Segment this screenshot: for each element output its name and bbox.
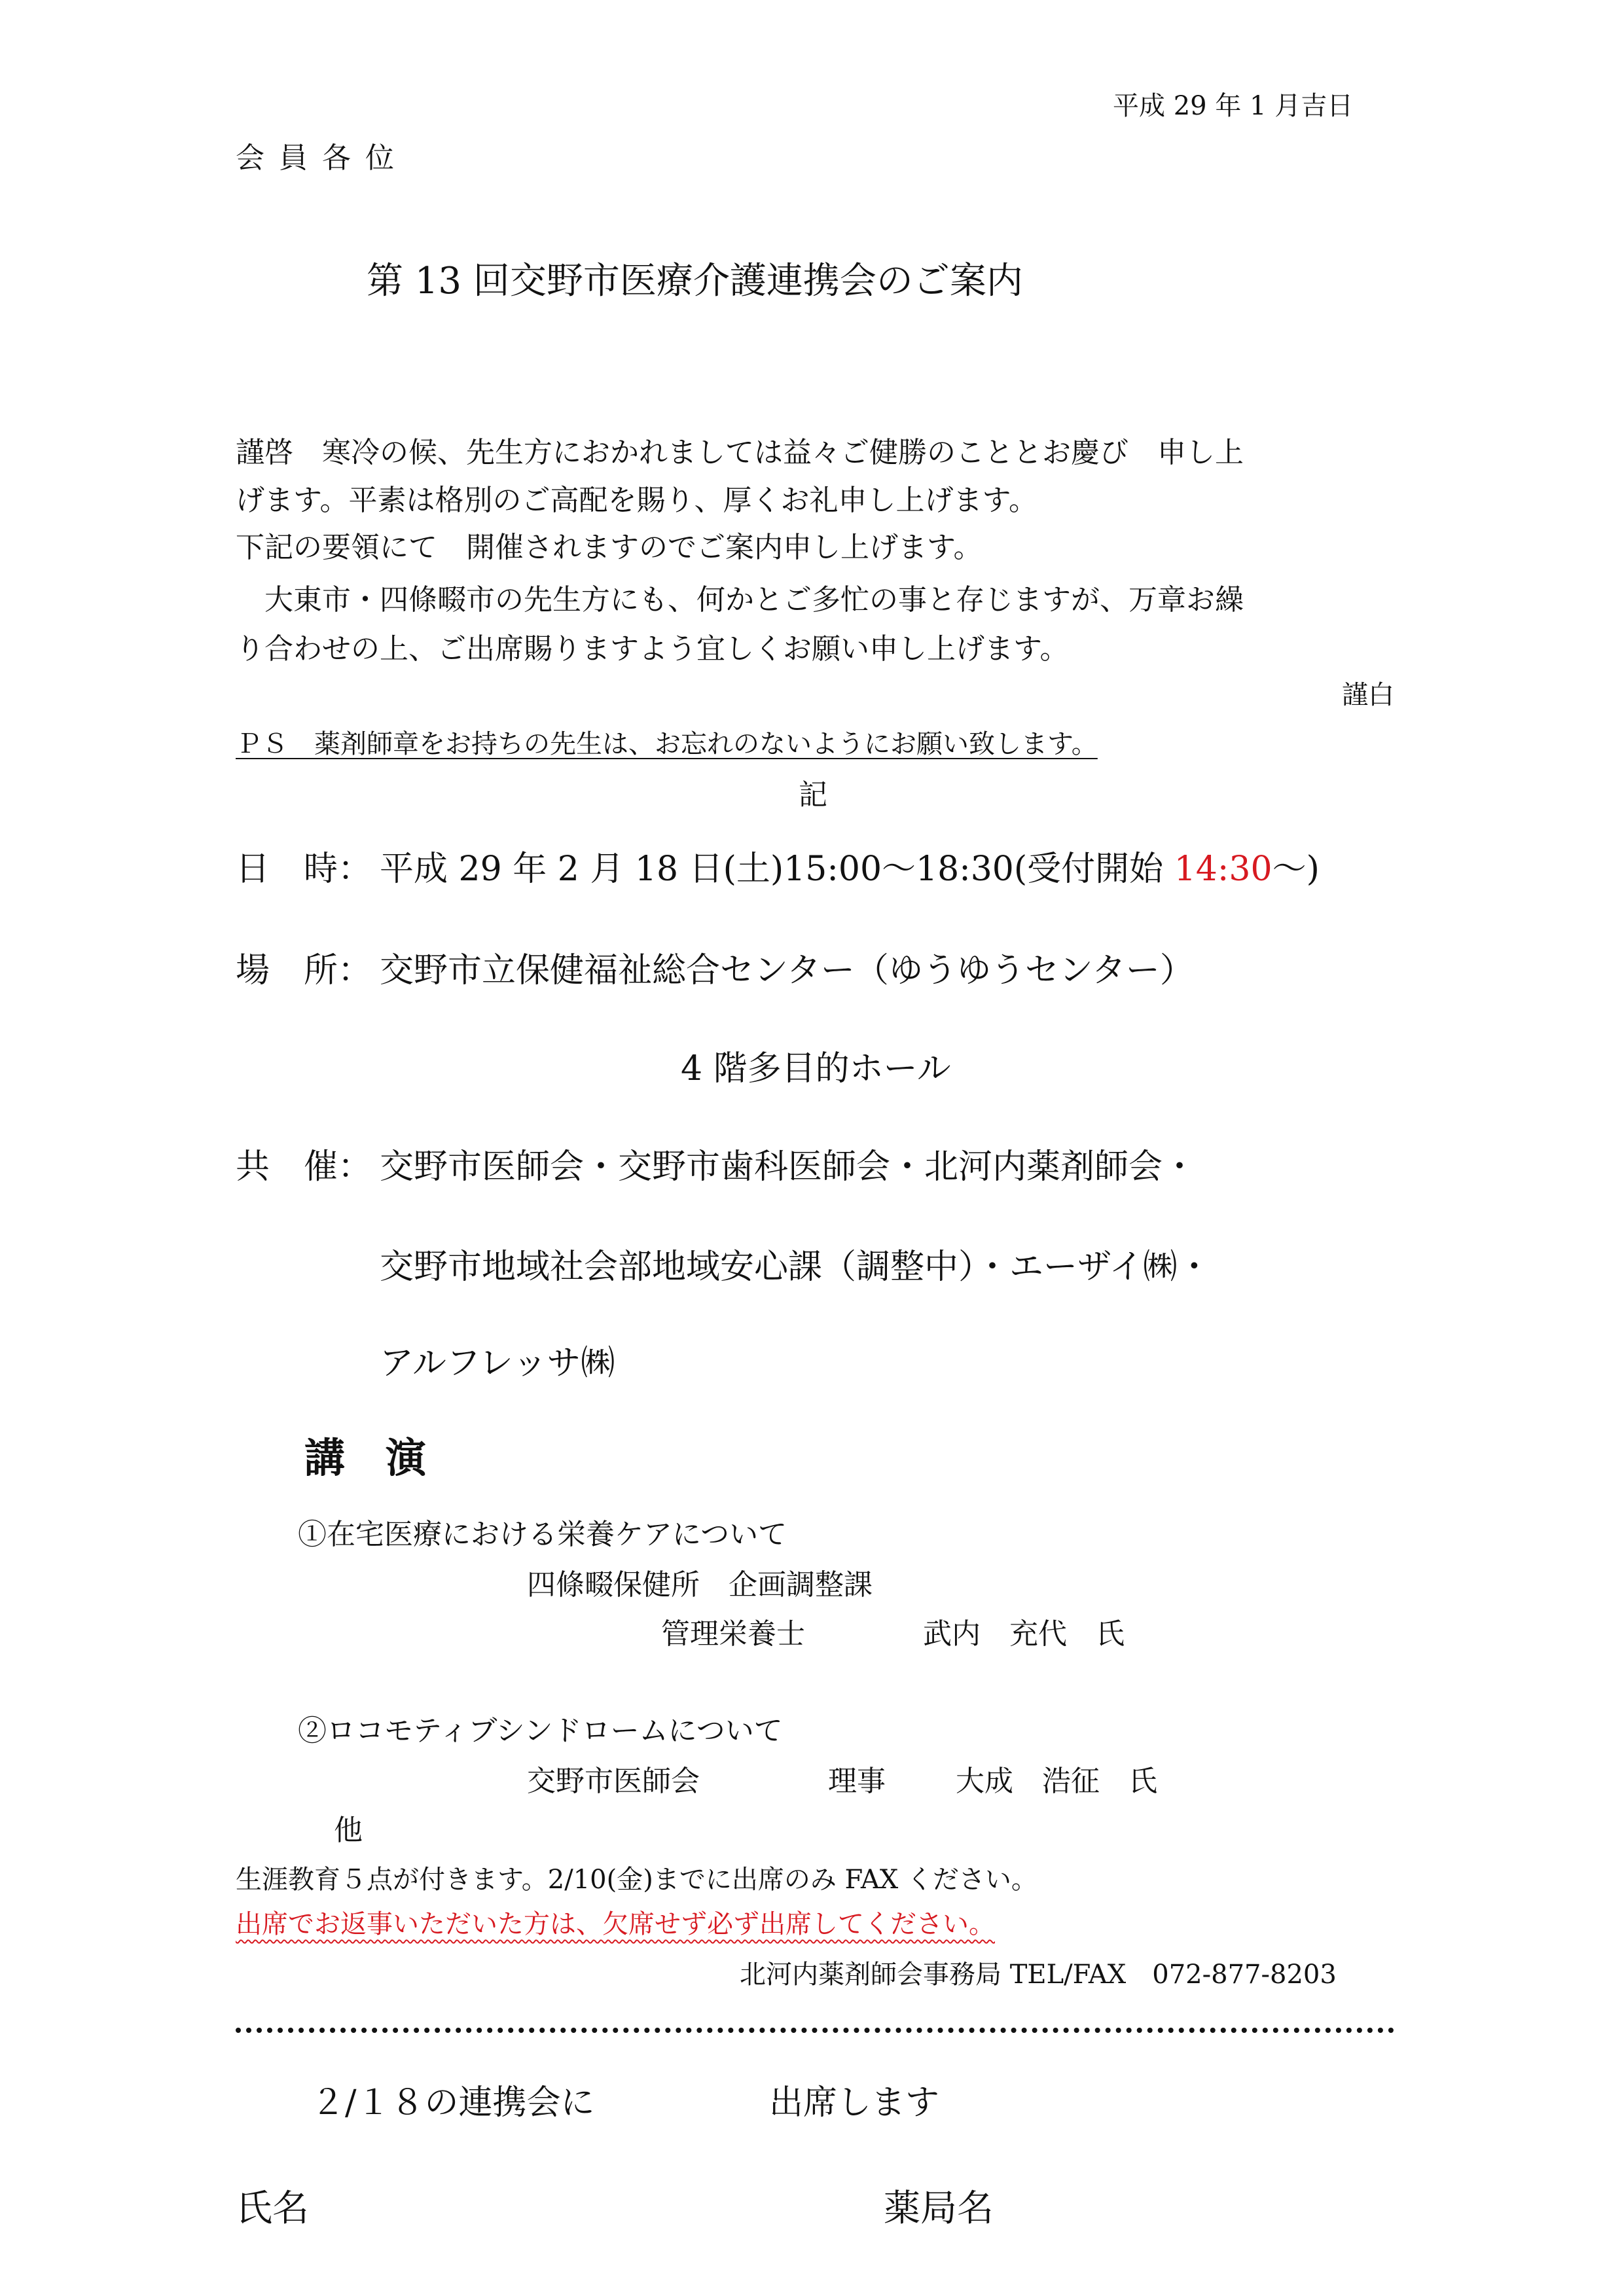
datetime-value: 平成 29 年 2 月 18 日(土)15:00～18:30(受付開始: [380, 850, 1174, 889]
lecture-role: 理事: [828, 1765, 886, 1798]
addressee: 会 員 各 位: [236, 141, 397, 175]
reply-meeting: ２/１８の連携会に: [311, 2083, 595, 2123]
cut-line: [236, 2028, 1394, 2033]
page-title: 第 13 回交野市医療介護連携会のご案内: [367, 260, 1023, 302]
pharmacy-label: 薬局名: [884, 2187, 994, 2230]
host-line: 交野市地域社会部地域安心課（調整中）・エーザイ㈱・: [380, 1247, 1212, 1287]
place-label: 場 所：: [236, 951, 372, 990]
reception-time: 14:30: [1174, 850, 1272, 889]
issue-date: 平成 29 年 1 月吉日: [1113, 91, 1354, 121]
lecture-org: 交野市医師会: [527, 1765, 700, 1798]
lectures-heading: 講 演: [304, 1434, 427, 1482]
lecture-speaker: 武内 充代 氏: [923, 1617, 1125, 1651]
reply-attend: 出席します: [769, 2083, 940, 2123]
greeting-line: り合わせの上、ご出席賜りますよう宜しくお願い申し上げます。: [236, 632, 1069, 666]
host-label: 共 催：: [236, 1147, 372, 1187]
datetime-tail: ～): [1272, 850, 1320, 889]
lecture-title: ②ロコモティブシンドロームについて: [298, 1714, 783, 1748]
place-room: 4 階多目的ホール: [681, 1049, 951, 1088]
place-value: 交野市立保健福祉総合センター（ゆうゆうセンター）: [380, 951, 1194, 990]
lecture-other: 他: [334, 1814, 363, 1847]
contact-info: 北河内薬剤師会事務局 TEL/FAX 072-877-8203: [740, 1960, 1337, 1990]
place-row: [236, 942, 1194, 992]
lecture-title: ①在宅医療における栄養ケアについて: [298, 1518, 787, 1551]
host-line: アルフレッサ㈱: [380, 1344, 615, 1383]
lecture-role: 管理栄養士: [661, 1617, 805, 1651]
greeting-line: 大東市・四條畷市の先生方にも、何かとご多忙の事と存じますが、万章お繰: [236, 583, 1244, 617]
ki-marker: 記: [799, 778, 827, 812]
greeting-line: 謹啓 寒冷の候、先生方におかれましては益々ご健勝のこととお慶び 申し上: [236, 436, 1244, 469]
postscript: ＰＳ 薬剤師章をお持ちの先生は、お忘れのないようにお願い致します。: [236, 729, 1098, 759]
greeting-line: げます。平素は格別のご高配を賜り、厚くお礼申し上げます。: [236, 484, 1038, 517]
lecture-org: 四條畷保健所 企画調整課: [527, 1568, 873, 1602]
credit-note: 生涯教育５点が付きます。2/10(金)までに出席のみ FAX ください。: [236, 1865, 1038, 1895]
lecture-speaker: 大成 浩征 氏: [956, 1765, 1157, 1798]
datetime-row: [236, 841, 1320, 890]
closing-word: 謹白: [1342, 680, 1394, 710]
host-line: 交野市医師会・交野市歯科医師会・北河内薬剤師会・: [380, 1147, 1197, 1187]
datetime-label: 日 時：: [236, 850, 372, 889]
host-row: [236, 1139, 1197, 1188]
greeting-line: 下記の要領にて 開催されますのでご案内申し上げます。: [236, 531, 983, 564]
name-label: 氏名: [236, 2187, 309, 2230]
attendance-warning: 出席でお返事いただいた方は、欠席せず必ず出席してください。: [236, 1909, 995, 1939]
